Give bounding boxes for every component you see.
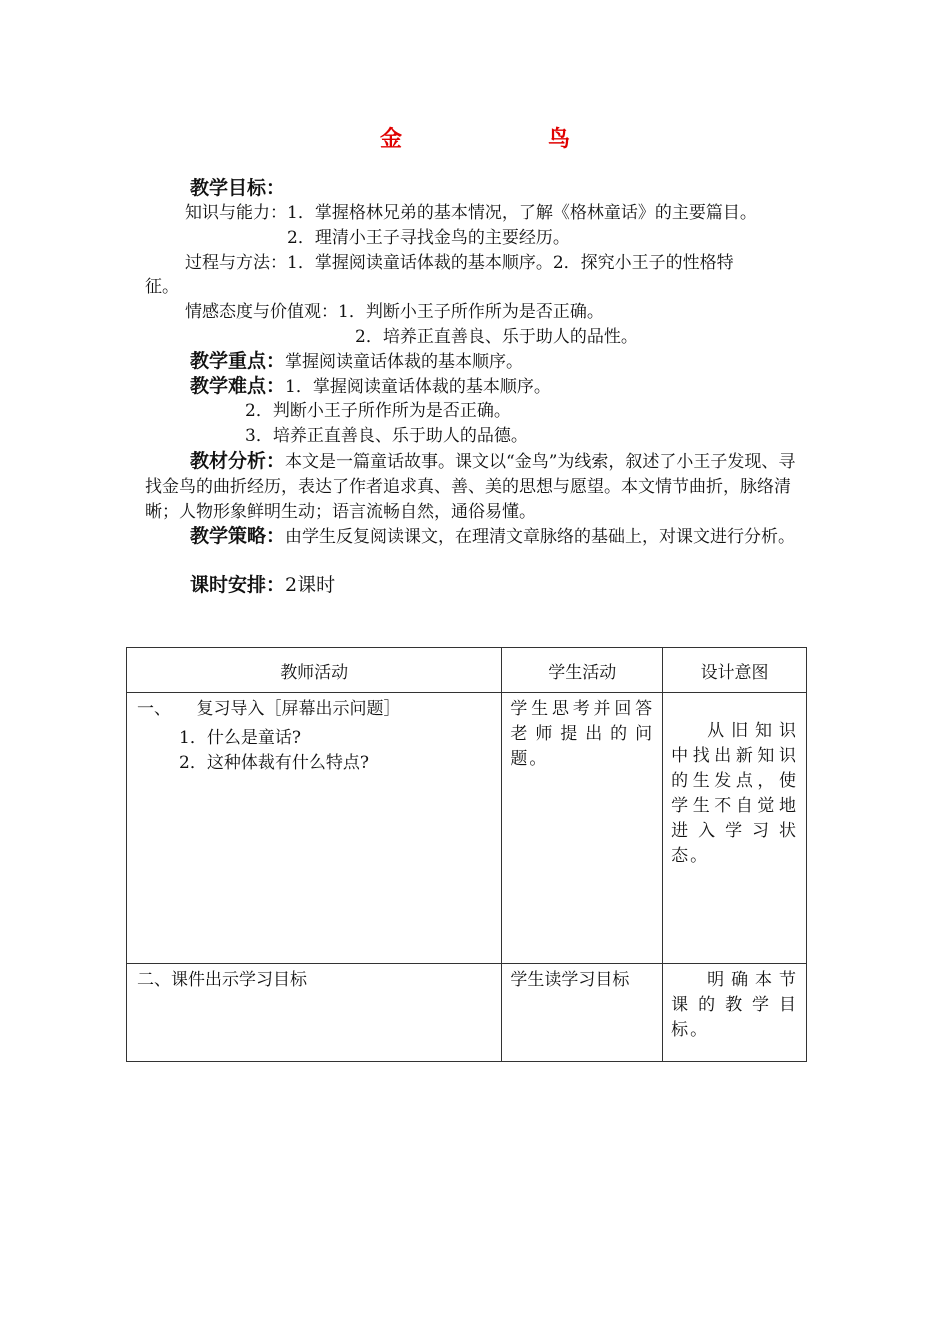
row1-intent-cell [663,693,807,964]
row1-question-1: 1．什么是童话? [179,728,301,748]
schedule-text: 2课时 [285,574,336,596]
page-title: 金 鸟 [379,126,632,152]
row1-teacher-cell [127,693,502,964]
row2-teacher-cell [127,964,502,1062]
key-point-text: 掌握阅读童话体裁的基本顺序。 [285,352,524,372]
row2-intent-cell [663,964,807,1062]
header-design-intent: 设计意图 [663,648,807,693]
row2-student-text: 学生读学习目标 [510,970,630,990]
objectives-heading [190,176,285,201]
table-row [127,693,807,964]
schedule-heading: 课时安排： [190,574,286,596]
schedule-line [190,573,335,597]
header-teacher-activity: 教师活动 [127,648,502,693]
row2-student-cell [502,964,663,1062]
strategy-heading: 教学策略： [190,525,286,547]
difficulty-item-1: 1．掌握阅读童话体裁的基本顺序。 [285,377,551,397]
knowledge-label: 知识与能力： [185,203,287,223]
row1-student-cell [502,693,663,964]
process-line-2: 征。 [145,277,179,297]
emotion-line-1: 情感态度与价值观：1．判断小王子所作所为是否正确。 [185,302,604,322]
table-row [127,964,807,1062]
knowledge-item-2: 2．理清小王子寻找金鸟的主要经历。 [287,228,570,248]
row1-teacher-title: 一、 复习导入［屏幕出示问题］ [137,699,401,719]
analysis-paragraph [145,449,810,525]
difficulty-line-1 [190,374,551,399]
strategy-paragraph [145,524,810,550]
lesson-plan-table [126,647,807,1062]
analysis-text: 本文是一篇童话故事。课文以“金鸟”为线索，叙述了小王子发现、寻找金鸟的曲折经历，表达了作者追求真、善、美的思想与愿望。本文情节曲折，脉络清晰；人物形象鲜明生动；语言流畅自然，通俗易懂。 [145,452,796,522]
difficulty-item-2: 2．判断小王子所作所为是否正确。 [245,401,511,421]
difficulty-item-3: 3．培养正直善良、乐于助人的品德。 [245,426,528,446]
difficulty-heading: 教学难点： [190,375,286,397]
analysis-heading: 教材分析： [190,450,286,472]
row1-student-text: 学生思考并回答老师提出的问题。 [510,699,655,769]
knowledge-line-1 [185,201,757,225]
key-point [190,349,523,374]
header-student-activity: 学生活动 [502,648,663,693]
table-header-row [127,648,807,693]
row2-teacher-text: 二、课件出示学习目标 [137,970,307,990]
objectives-heading-text: 教学目标： [190,177,286,199]
key-point-heading: 教学重点： [190,350,286,372]
row2-intent-text: 明确本节课的教学目标。 [671,970,798,1040]
knowledge-item-1: 1．掌握格林兄弟的基本情况，了解《格林童话》的主要篇目。 [287,203,757,223]
emotion-line-2: 2．培养正直善良、乐于助人的品性。 [355,327,638,347]
process-line-1: 过程与方法：1．掌握阅读童话体裁的基本顺序。2．探究小王子的性格特 [185,253,734,273]
row1-question-2: 2．这种体裁有什么特点? [179,753,369,773]
row1-intent-text: 从旧知识中找出新知识的生发点，使学生不自觉地进入学习状态。 [671,721,798,866]
strategy-text: 由学生反复阅读课文，在理清文章脉络的基础上，对课文进行分析。 [285,527,796,547]
